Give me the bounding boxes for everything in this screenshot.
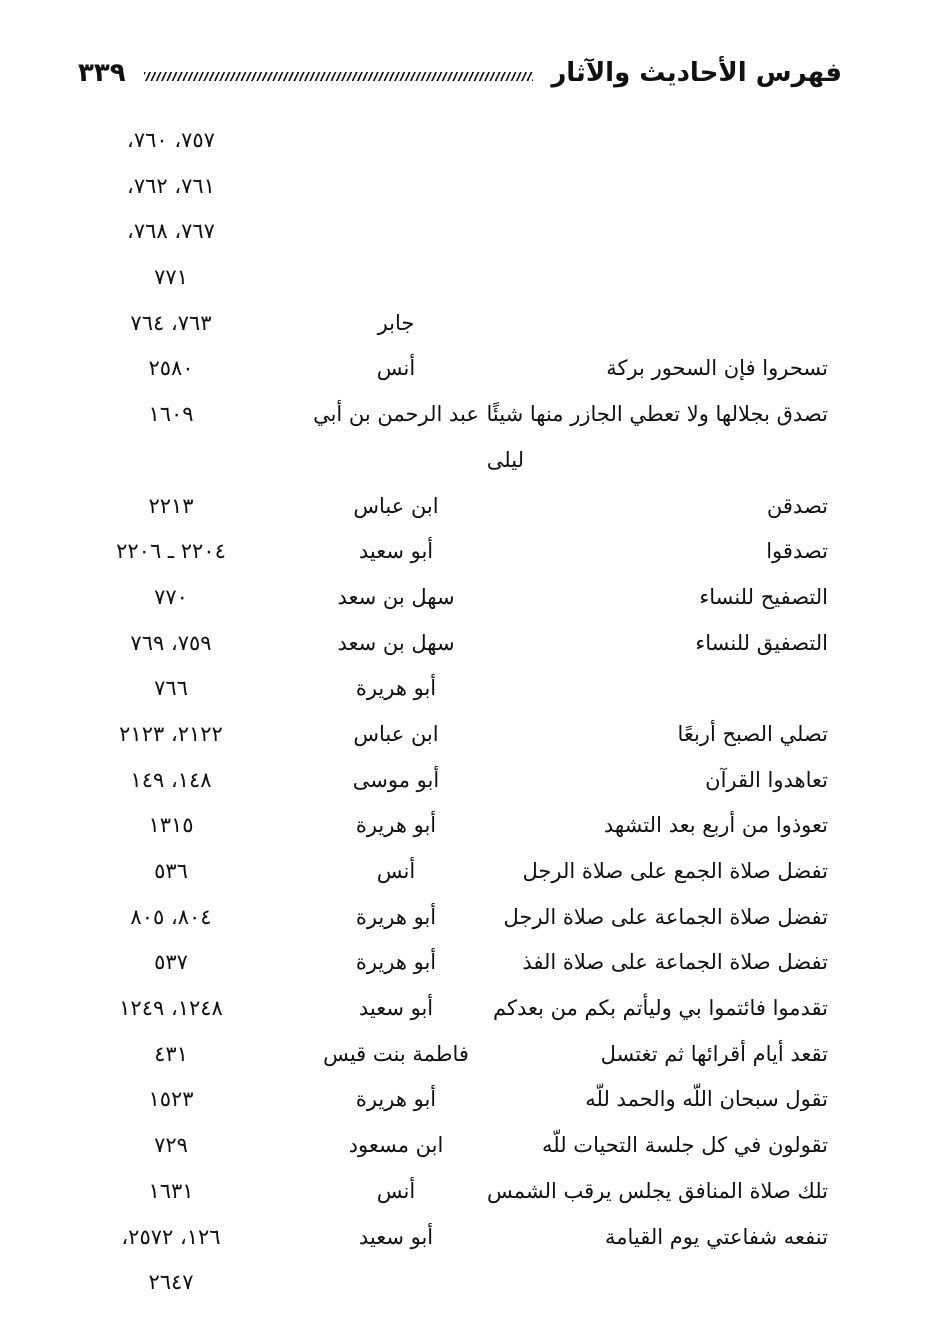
hadith-numbers: ٧٦٦ xyxy=(154,676,188,701)
index-row xyxy=(78,849,842,895)
narrator-name xyxy=(258,118,534,162)
narrator-name: أبو هريرة xyxy=(355,904,437,929)
header-divider xyxy=(144,72,534,81)
hadith-text: التصفيق للنساء xyxy=(695,630,828,655)
hadith-numbers: ١٤٨، ١٤٩ xyxy=(130,767,212,792)
hadith-text: تصدقن xyxy=(766,493,828,518)
index-row xyxy=(78,484,842,530)
narrator-name xyxy=(258,1260,534,1304)
narrator-name: أبو هريرة xyxy=(355,1087,437,1112)
hadith-text: تصدق بجلالها ولا تعطي الجازر منها شيئًا xyxy=(486,402,828,427)
narrator-name: أنس xyxy=(376,1178,416,1203)
hadith-text: تلك صلاة المنافق يجلس يرقب الشمس xyxy=(487,1178,828,1203)
index-row xyxy=(78,301,842,347)
hadith-text: تقدموا فائتموا بي وليأتم بكم من بعدكم xyxy=(493,996,828,1021)
narrator-name: جابر xyxy=(377,310,415,335)
narrator-name: أبو هريرة xyxy=(355,676,437,701)
narrator-name xyxy=(258,209,534,253)
narrator-name: ليلى xyxy=(486,447,524,472)
narrator-name: أنس xyxy=(376,859,416,883)
hadith-text: تفضل صلاة الجماعة على صلاة الرجل xyxy=(503,904,828,929)
page-title: فهرس الأحاديث والآثار xyxy=(551,58,842,88)
hadith-numbers: ١٢٦، ٢٥٧٢، xyxy=(121,1224,221,1249)
narrator-name: أبو هريرة xyxy=(355,813,437,838)
index-row xyxy=(78,1077,842,1123)
index-row xyxy=(78,575,842,621)
hadith-text: تقولون في كل جلسة التحيات للّه xyxy=(542,1133,828,1158)
hadith-numbers: ١٦٠٩ xyxy=(148,402,194,427)
hadith-numbers xyxy=(78,438,264,482)
hadith-numbers: ٢١٢٢، ٢١٢٣ xyxy=(119,721,223,746)
narrator-name: عبد الرحمن بن أبي xyxy=(313,402,479,427)
hadith-numbers: ٧٥٩، ٧٦٩ xyxy=(130,630,212,655)
index-row xyxy=(78,712,842,758)
index-row xyxy=(78,621,842,667)
hadith-numbers: ٥٣٦ xyxy=(154,859,188,883)
narrator-name: ابن مسعود xyxy=(348,1133,444,1158)
index-row xyxy=(78,1215,842,1261)
narrator-name: أبو هريرة xyxy=(355,950,437,975)
hadith-text: التصفيح للنساء xyxy=(699,584,828,609)
narrator-name: فاطمة بنت قيس xyxy=(323,1041,469,1066)
narrator-name: سهل بن سعد xyxy=(337,630,455,655)
index-row xyxy=(78,1123,842,1169)
hadith-numbers: ٧٢٩ xyxy=(154,1133,188,1158)
hadith-text: تعوذوا من أربع بعد التشهد xyxy=(603,813,828,838)
index-row xyxy=(78,666,842,712)
index-row xyxy=(78,209,842,255)
index-row xyxy=(78,1260,842,1306)
page-number: ٣٣٩ xyxy=(78,58,126,88)
hadith-text: تنفعه شفاعتي يوم القيامة xyxy=(604,1224,828,1249)
hadith-text: تعاهدوا القرآن xyxy=(705,767,828,792)
hadith-numbers: ٢٥٨٠ xyxy=(148,356,194,381)
hadith-numbers: ١٢٤٨، ١٢٤٩ xyxy=(119,996,223,1021)
index-row xyxy=(78,1169,842,1215)
index-row xyxy=(78,255,842,301)
hadith-text: تقول سبحان اللّه والحمد للّه xyxy=(585,1087,828,1112)
index-row xyxy=(78,438,842,484)
index-row xyxy=(78,392,842,438)
index-row xyxy=(78,346,842,392)
index-row xyxy=(78,1032,842,1078)
hadith-numbers: ٧٧٠ xyxy=(154,584,188,609)
hadith-numbers: ٧٦١، ٧٦٢، xyxy=(127,173,215,198)
narrator-name: أبو سعيد xyxy=(358,996,434,1021)
narrator-name: أبو موسى xyxy=(352,767,440,792)
hadith-text: تقعد أيام أقرائها ثم تغتسل xyxy=(600,1041,828,1066)
hadith-numbers: ٢٢٠٤ ـ ٢٢٠٦ xyxy=(116,539,226,564)
index-row xyxy=(78,895,842,941)
narrator-name: سهل بن سعد xyxy=(337,584,455,609)
hadith-numbers: ٧٦٧، ٧٦٨، xyxy=(127,219,215,244)
hadith-numbers: ٢٦٤٧ xyxy=(148,1270,194,1295)
hadith-text: تفضل صلاة الجماعة على صلاة الفذ xyxy=(522,950,828,975)
hadith-text: تصدقوا xyxy=(766,539,828,564)
index-row xyxy=(78,529,842,575)
hadith-text: تسحروا فإن السحور بركة xyxy=(606,356,828,381)
index-row xyxy=(78,164,842,210)
narrator-name: ابن عباس xyxy=(353,721,439,746)
hadith-numbers: ٨٠٤، ٨٠٥ xyxy=(130,904,212,929)
page-header xyxy=(78,50,842,96)
narrator-name: أبو سعيد xyxy=(358,539,434,564)
hadith-numbers: ٢٢١٣ xyxy=(148,493,194,518)
hadith-numbers: ٤٣١ xyxy=(154,1041,188,1066)
narrator-name xyxy=(258,164,534,208)
hadith-numbers: ٧٥٧، ٧٦٠، xyxy=(127,128,215,152)
narrator-name xyxy=(258,255,534,299)
hadith-numbers: ٥٣٧ xyxy=(154,950,188,975)
index-row xyxy=(78,803,842,849)
narrator-name: أبو سعيد xyxy=(358,1224,434,1249)
hadith-numbers: ١٥٢٣ xyxy=(148,1087,194,1112)
hadith-index-table xyxy=(78,118,842,1306)
hadith-numbers: ١٣١٥ xyxy=(148,813,194,838)
narrator-name: ابن عباس xyxy=(353,493,439,518)
hadith-numbers: ١٦٣١ xyxy=(148,1178,194,1203)
index-row xyxy=(78,986,842,1032)
index-row xyxy=(78,118,842,164)
index-row xyxy=(78,940,842,986)
narrator-name: أنس xyxy=(376,356,416,381)
hadith-text: تفضل صلاة الجمع على صلاة الرجل xyxy=(522,859,828,883)
hadith-numbers: ٧٧١ xyxy=(154,265,188,290)
hadith-text: تصلي الصبح أربعًا xyxy=(677,721,828,746)
index-row xyxy=(78,758,842,804)
hadith-numbers: ٧٦٣، ٧٦٤ xyxy=(130,310,212,335)
